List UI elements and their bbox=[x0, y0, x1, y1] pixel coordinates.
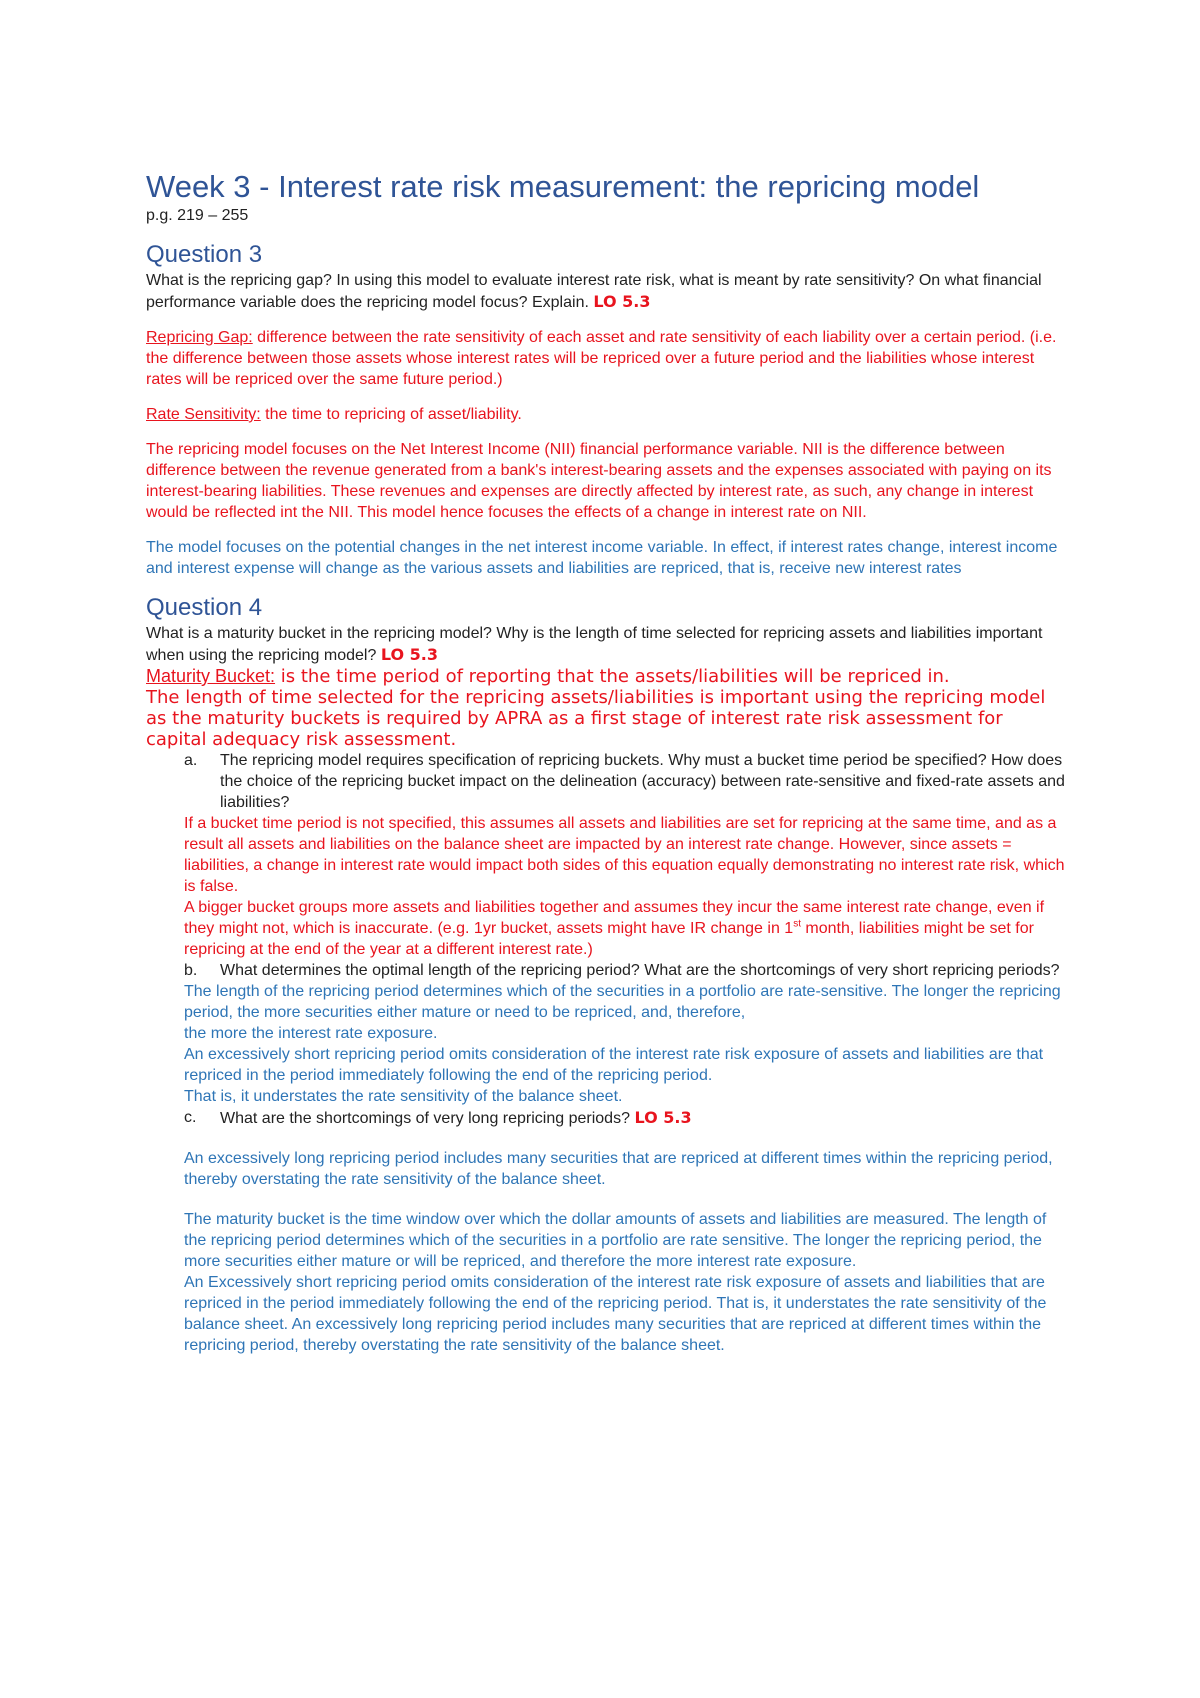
answer-b-1: The length of the repricing period determines which of the securities in a portfolio are rate-sensitive. The longer the repricing period, the more securities either mature or need to be repriced, and, therefore, bbox=[184, 983, 1061, 1021]
answer-a-2-superscript: st bbox=[793, 918, 801, 930]
model-answer-q3: The model focuses on the potential changes in the net interest income variable. In effect, if interest rates change, interest income and interest expense will change as the various assets and liabilities are repriced, that is, receive new interest rates bbox=[146, 539, 1058, 577]
answer-b-1b: the more the interest rate exposure. bbox=[184, 1025, 438, 1042]
sub-question-a bbox=[146, 750, 1066, 813]
sub-question-c-body: What are the shortcomings of very long repricing periods? bbox=[220, 1110, 630, 1127]
repricing-gap-answer bbox=[146, 327, 1066, 390]
question-4-text bbox=[146, 623, 1066, 666]
rate-sensitivity-answer bbox=[146, 404, 1066, 425]
sub-question-a-text: The repricing model requires specification of repricing buckets. Why must a bucket time period be specified? How does the choice of the repricing bucket impact on the delineation (accuracy) between rate-sensitive and fixed-rate assets and liabilities? bbox=[220, 752, 1065, 811]
maturity-bucket-answer bbox=[146, 666, 1066, 687]
sub-question-b bbox=[146, 960, 1066, 981]
sub-question-b-answers bbox=[146, 981, 1066, 1107]
sub-question-c-text bbox=[220, 1107, 1066, 1129]
answer-c-2: The maturity bucket is the time window over which the dollar amounts of assets and liabilities are measured. The length of the repricing period determines which of the securities in a portfolio are rate sensitive. The longer the repricing period, the more securities either mature or will be repriced, and therefore the more interest rate exposure. bbox=[184, 1211, 1047, 1270]
lo-tag: LO 5.3 bbox=[593, 292, 651, 311]
nii-answer: The repricing model focuses on the Net Interest Income (NII) financial performance variable. NII is the difference between difference between the revenue generated from a bank's interest-bearing assets and the expenses associated with paying on its interest-bearing liabilities. These revenues and expenses are directly affected by interest rate, as such, any change in interest would be reflected int the NII. This model hence focuses the effects of a change in interest rate on NII. bbox=[146, 441, 1052, 521]
rate-sensitivity-definition: the time to repricing of asset/liability. bbox=[260, 406, 522, 423]
document-page bbox=[146, 168, 1066, 1356]
sub-question-b-text: What determines the optimal length of the repricing period? What are the shortcomings of very short repricing periods? bbox=[220, 962, 1060, 979]
answer-a-2-end: month, liabilities might be set for repricing at the end of the year at a different interest rate.) bbox=[184, 920, 1034, 958]
answer-b-2b: That is, it understates the rate sensitivity of the balance sheet. bbox=[184, 1088, 623, 1105]
repricing-gap-term: Repricing Gap: bbox=[146, 329, 253, 346]
lo-tag: LO 5.3 bbox=[380, 645, 438, 664]
page-title: Week 3 - Interest rate risk measurement: the repricing model bbox=[146, 169, 980, 204]
sub-question-c bbox=[146, 1107, 1066, 1129]
sub-question-a-answers bbox=[146, 813, 1066, 960]
question-3-heading: Question 3 bbox=[146, 241, 263, 268]
length-of-time-answer: The length of time selected for the repricing assets/liabilities is important using the repricing model as the maturity buckets is required by APRA as a first stage of interest rate risk assessment for capital adequacy risk assessment. bbox=[146, 687, 1046, 750]
rate-sensitivity-term: Rate Sensitivity: bbox=[146, 406, 261, 423]
lo-tag: LO 5.3 bbox=[634, 1108, 692, 1127]
list-marker-b: b. bbox=[184, 962, 198, 979]
answer-b-2: An excessively short repricing period omits consideration of the interest rate risk exposure of assets and liabilities are that repriced in the period immediately following the end of the repricing period. bbox=[184, 1046, 1044, 1084]
list-marker-c: c. bbox=[184, 1109, 197, 1126]
answer-c-1: An excessively long repricing period includes many securities that are repriced at different times within the repricing period, thereby overstating the rate sensitivity of the balance sheet. bbox=[184, 1150, 1053, 1188]
answer-a-2-start: A bigger bucket groups more assets and liabilities together and assumes they incur the same interest rate change, even if they might not, which is inaccurate. (e.g. 1yr bucket, assets might have IR change in 1 bbox=[184, 899, 1045, 937]
sub-question-c-answers bbox=[146, 1129, 1066, 1356]
list-marker-a: a. bbox=[184, 752, 198, 769]
page-range: p.g. 219 – 255 bbox=[146, 207, 249, 224]
question-3-text bbox=[146, 270, 1066, 313]
maturity-bucket-term: Maturity Bucket: bbox=[146, 666, 276, 686]
repricing-gap-definition: difference between the rate sensitivity of each asset and rate sensitivity of each liability over a certain period. (i.e. the difference between those assets whose interest rates will be repriced over a future period and the liabilities whose interest rates will be repriced over the same future period.) bbox=[146, 329, 1057, 388]
question-4-body: What is a maturity bucket in the repricing model? Why is the length of time selected for repricing assets and liabilities important when using the repricing model? bbox=[146, 625, 1043, 664]
maturity-bucket-definition: is the time period of reporting that the assets/liabilities will be repriced in. bbox=[275, 666, 950, 687]
answer-c-3: An Excessively short repricing period omits consideration of the interest rate risk exposure of assets and liabilities that are repriced in the period immediately following the end of the repricing period. That is, it understates the rate sensitivity of the balance sheet. An excessively long repricing period includes many securities that are repriced at different times within the repricing period, thereby overstating the rate sensitivity of the balance sheet. bbox=[184, 1274, 1047, 1354]
question-4-heading: Question 4 bbox=[146, 594, 263, 621]
answer-a-2 bbox=[184, 897, 1066, 960]
question-3-body: What is the repricing gap? In using this model to evaluate interest rate risk, what is meant by rate sensitivity? On what financial performance variable does the repricing model focus? Explain. bbox=[146, 272, 1042, 311]
answer-a-1: If a bucket time period is not specified, this assumes all assets and liabilities are set for repricing at the same time, and as a result all assets and liabilities on the balance sheet are impacted by an interest rate change. However, since assets = liabilities, a change in interest rate would impact both sides of this equation equally demonstrating no interest rate risk, which is false. bbox=[184, 815, 1065, 895]
